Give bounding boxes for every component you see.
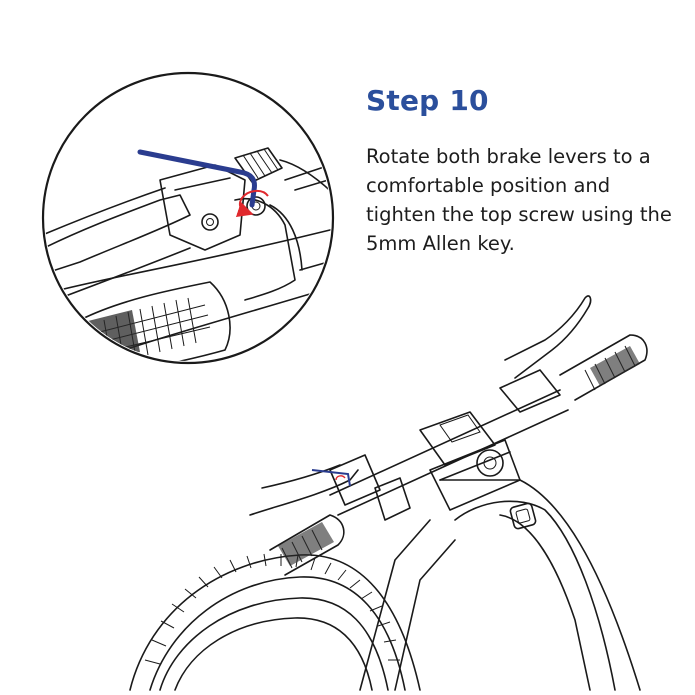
step-instructions: Rotate both brake levers to a comfortable position and tighten the top screw using the 5mm Allen key.: [366, 145, 672, 255]
step-title: Step 10: [366, 84, 489, 117]
detail-view: [40, 73, 345, 378]
